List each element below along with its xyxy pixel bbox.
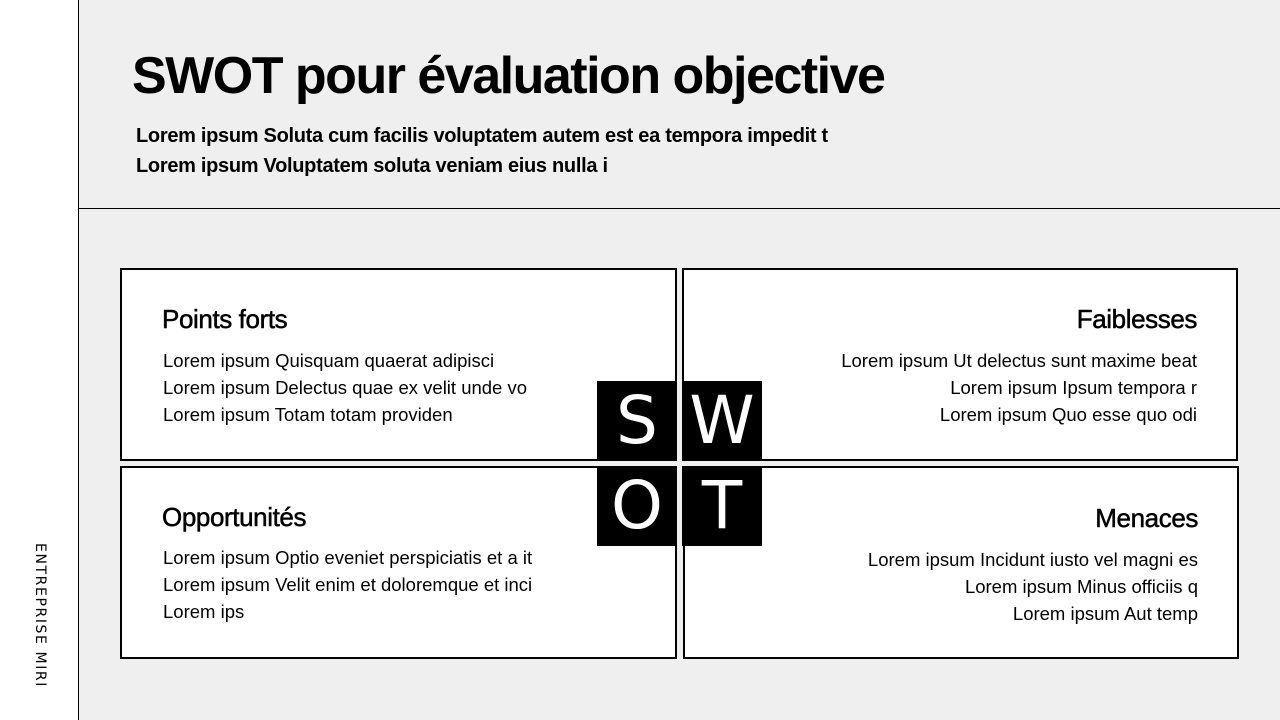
swot-letter-o: O bbox=[597, 466, 677, 546]
strengths-title: Points forts bbox=[162, 304, 288, 334]
strengths-line: Lorem ipsum Delectus quae ex velit unde vo bbox=[163, 377, 528, 398]
weaknesses-body bbox=[841, 347, 1197, 428]
page-title: SWOT pour évaluation objective bbox=[132, 47, 885, 105]
strengths-line: Lorem ipsum Totam totam providen bbox=[163, 404, 453, 425]
weaknesses-card bbox=[682, 268, 1238, 461]
swot-letter-t: T bbox=[682, 466, 762, 546]
threats-body bbox=[868, 546, 1198, 627]
weaknesses-title: Faiblesses bbox=[1076, 304, 1197, 334]
threats-card bbox=[683, 466, 1239, 659]
opportunities-line: Lorem ipsum Optio eveniet perspiciatis et a it bbox=[163, 547, 533, 568]
brand-label: ENTREPRISE MIRI bbox=[32, 543, 48, 688]
swot-letter-w: W bbox=[682, 381, 762, 461]
subtitle-line-1: Lorem ipsum Soluta cum facilis voluptatem autem est ea tempora impedit t bbox=[136, 125, 828, 147]
threats-line: Lorem ipsum Aut temp bbox=[1012, 603, 1198, 624]
header bbox=[79, 0, 1280, 209]
opportunities-body bbox=[163, 544, 532, 625]
strengths-card bbox=[120, 268, 677, 461]
opportunities-line: Lorem ips bbox=[163, 601, 245, 622]
subtitle-line-2: Lorem ipsum Voluptatem soluta veniam eius nulla i bbox=[136, 155, 608, 177]
weaknesses-line: Lorem ipsum Ipsum tempora r bbox=[950, 377, 1197, 398]
strengths-body bbox=[163, 347, 527, 428]
threats-title: Menaces bbox=[1095, 503, 1198, 533]
strengths-line: Lorem ipsum Quisquam quaerat adipisci bbox=[163, 350, 495, 371]
swot-letter-s: S bbox=[597, 381, 677, 461]
opportunities-title: Opportunités bbox=[162, 502, 307, 532]
weaknesses-line: Lorem ipsum Ut delectus sunt maxime beat bbox=[841, 350, 1197, 371]
opportunities-line: Lorem ipsum Velit enim et doloremque et inci bbox=[163, 574, 533, 595]
threats-line: Lorem ipsum Incidunt iusto vel magni es bbox=[867, 549, 1198, 570]
sidebar bbox=[0, 0, 79, 720]
opportunities-card bbox=[120, 466, 677, 659]
weaknesses-line: Lorem ipsum Quo esse quo odi bbox=[939, 404, 1197, 425]
threats-line: Lorem ipsum Minus officiis q bbox=[964, 576, 1198, 597]
